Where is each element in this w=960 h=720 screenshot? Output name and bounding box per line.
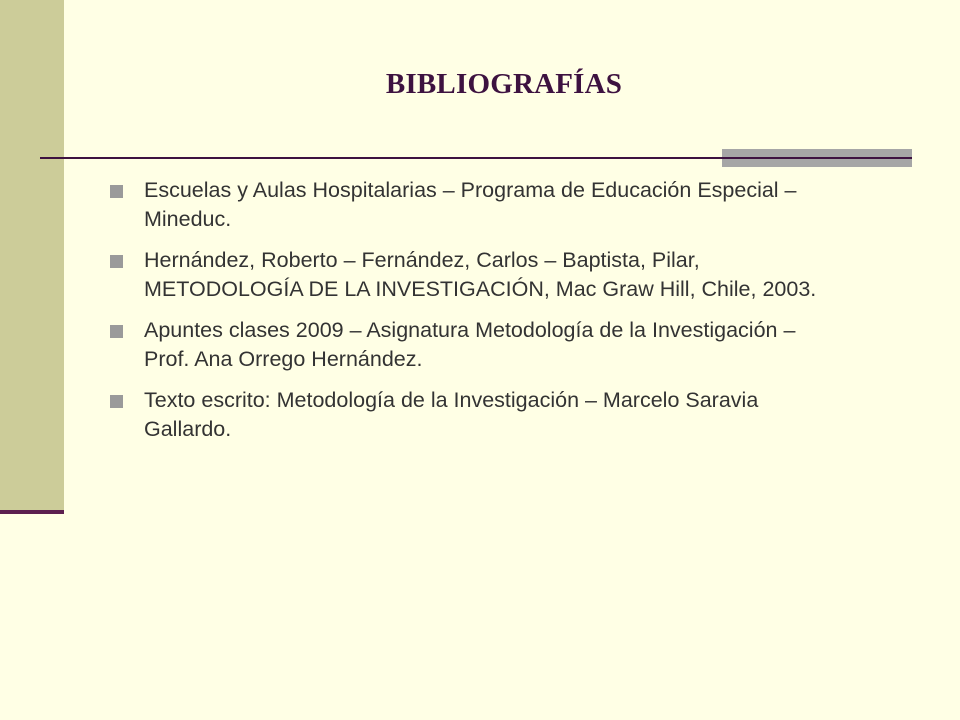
bibliography-entry-text: Escuelas y Aulas Hospitalarias – Programa de Educación Especial – Mineduc. — [144, 178, 797, 231]
square-bullet-icon — [110, 325, 123, 338]
bibliography-list — [110, 176, 840, 456]
title-divider-line — [40, 157, 912, 159]
square-bullet-icon — [110, 395, 123, 408]
list-item — [110, 316, 840, 374]
slide-title: BIBLIOGRAFÍAS — [385, 68, 623, 100]
side-decorative-band — [0, 0, 64, 512]
side-band-rule — [0, 510, 64, 514]
square-bullet-icon — [110, 255, 123, 268]
bibliography-entry-text: Texto escrito: Metodología de la Investigación – Marcelo Saravia Gallardo. — [144, 388, 759, 441]
bibliography-entry-text: Apuntes clases 2009 – Asignatura Metodología de la Investigación – Prof. Ana Orrego Hernández. — [144, 318, 796, 371]
bibliography-entry-text: Hernández, Roberto – Fernández, Carlos – Baptista, Pilar, METODOLOGÍA DE LA INVESTIGACIÓN, Mac Graw Hill, Chile, 2003. — [144, 248, 817, 301]
square-bullet-icon — [110, 185, 123, 198]
list-item — [110, 386, 840, 444]
list-item — [110, 176, 840, 234]
list-item — [110, 246, 840, 304]
